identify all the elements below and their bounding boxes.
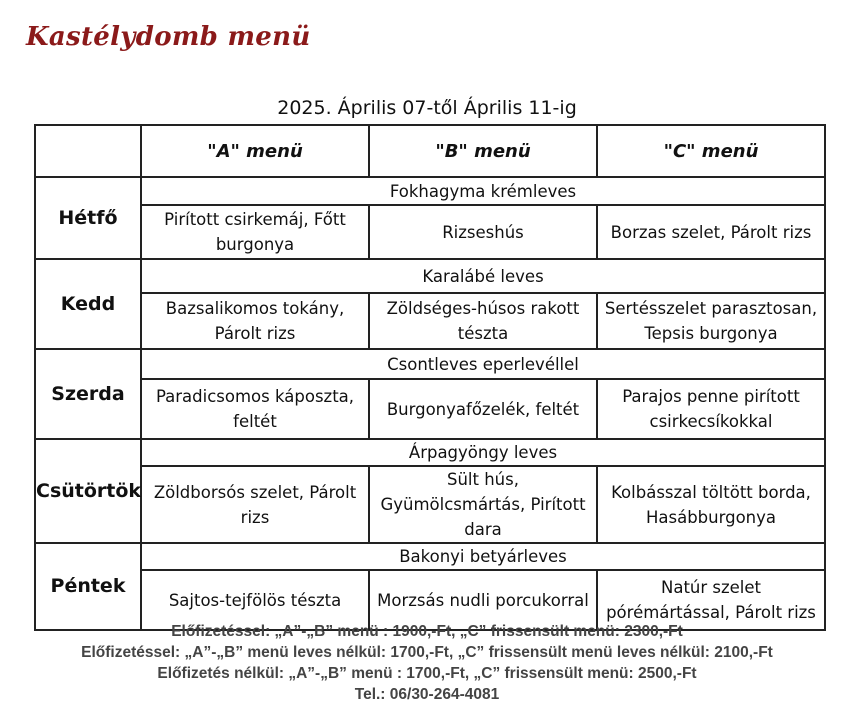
menu-c-cell: Natúr szelet pórémártással, Párolt rizs xyxy=(597,570,825,630)
phone-line: Tel.: 06/30-264-4081 xyxy=(354,686,500,703)
menu-c-cell: Borzas szelet, Párolt rizs xyxy=(597,205,825,259)
menu-c-cell: Parajos penne pirított csirkecsíkokkal xyxy=(597,379,825,439)
table-row xyxy=(35,349,825,379)
table-row xyxy=(35,293,825,349)
day-label: Péntek xyxy=(35,543,141,630)
menu-c-cell: Sertésszelet parasztosan, Tepsis burgonya xyxy=(597,293,825,349)
menu-b-cell: Morzsás nudli porcukorral xyxy=(369,570,597,630)
menu-a-cell: Bazsalikomos tokány, Párolt rizs xyxy=(141,293,369,349)
header-row xyxy=(35,125,825,177)
soup-cell: Karalábé leves xyxy=(141,259,825,293)
menu-a-cell: Paradicsomos káposzta, feltét xyxy=(141,379,369,439)
day-label: Csütörtök xyxy=(35,439,141,543)
table-row xyxy=(35,259,825,293)
date-range: 2025. Április 07-től Április 11-ig xyxy=(277,97,577,119)
column-header-c: "C" menü xyxy=(597,125,825,177)
menu-a-cell: Sajtos-tejfölös tészta xyxy=(141,570,369,630)
column-header-b: "B" menü xyxy=(369,125,597,177)
price-line: Előfizetéssel: „A”-„B” menü leves nélkül: 1700,-Ft, „C” frissensült menü leves nélkül: 2100,-Ft xyxy=(81,644,773,661)
menu-b-cell: Zöldséges-húsos rakott tészta xyxy=(369,293,597,349)
table-row xyxy=(35,205,825,259)
soup-cell: Fokhagyma krémleves xyxy=(141,177,825,205)
table-row xyxy=(35,177,825,205)
price-line: Előfizetés nélkül: „A”-„B” menü : 1700,-Ft, „C” frissensült menü: 2500,-Ft xyxy=(157,665,697,682)
menu-a-cell: Zöldborsós szelet, Párolt rizs xyxy=(141,466,369,543)
price-line: Előfizetéssel: „A”-„B” menü : 1900,-Ft, „C” frissensült menü: 2300,-Ft xyxy=(171,623,683,640)
soup-cell: Árpagyöngy leves xyxy=(141,439,825,466)
table-row xyxy=(35,543,825,570)
table-row xyxy=(35,466,825,543)
table-row xyxy=(35,379,825,439)
menu-b-cell: Burgonyafőzelék, feltét xyxy=(369,379,597,439)
day-label: Szerda xyxy=(35,349,141,439)
menu-c-cell: Kolbásszal töltött borda, Hasábburgonya xyxy=(597,466,825,543)
day-label: Kedd xyxy=(35,259,141,349)
menu-a-cell: Pirított csirkemáj, Főtt burgonya xyxy=(141,205,369,259)
menu-table xyxy=(34,124,826,631)
page-title: Kastélydomb menü xyxy=(26,22,311,52)
column-header-a: "A" menü xyxy=(141,125,369,177)
menu-b-cell: Rizseshús xyxy=(369,205,597,259)
soup-cell: Csontleves eperlevéllel xyxy=(141,349,825,379)
price-footer xyxy=(0,621,854,705)
day-label: Hétfő xyxy=(35,177,141,259)
table-row xyxy=(35,439,825,466)
menu-b-cell: Sült hús, Gyümölcsmártás, Pirított dara xyxy=(369,466,597,543)
soup-cell: Bakonyi betyárleves xyxy=(141,543,825,570)
corner-cell xyxy=(35,125,141,177)
